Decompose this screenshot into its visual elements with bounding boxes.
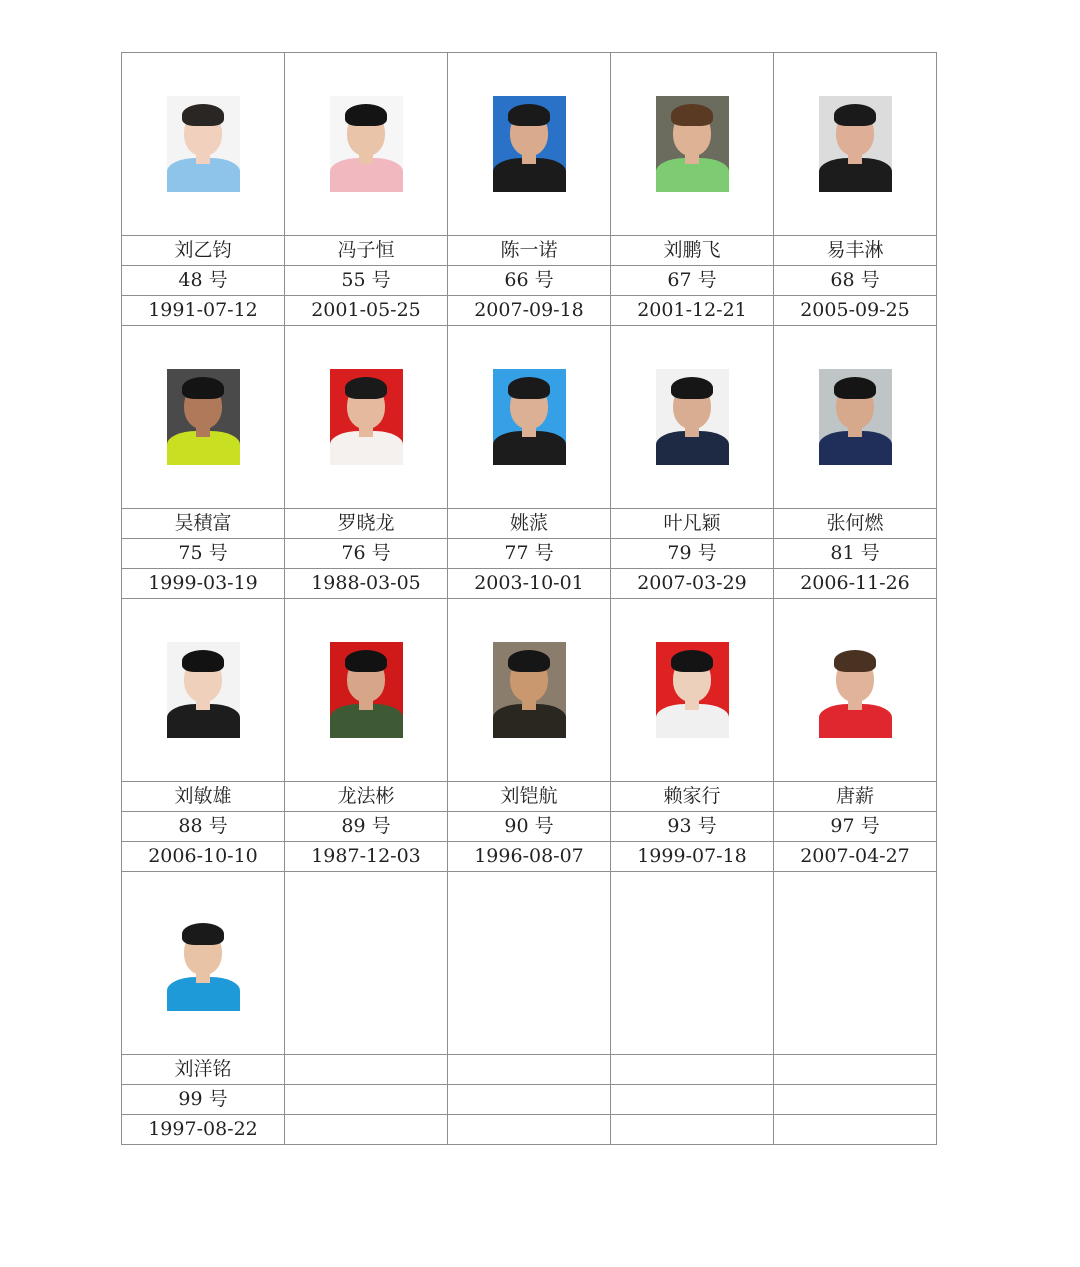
photo-hair [182,377,224,399]
photo-hair [834,104,876,126]
player-roster-table [121,52,937,1145]
empty-cell [611,1055,774,1085]
player-name: 陈一诺 [448,236,611,266]
photo-hair [671,104,713,126]
player-birthdate: 2001-12-21 [611,296,774,326]
player-photo [330,642,403,738]
player-photo [819,642,892,738]
player-birthdate: 1999-03-19 [122,569,285,599]
photo-cell [122,326,285,509]
empty-cell [774,1115,937,1145]
player-birthdate: 2005-09-25 [774,296,937,326]
photo-cell [122,53,285,236]
photo-hair [345,650,387,672]
player-number: 68 号 [774,266,937,296]
player-number: 99 号 [122,1085,285,1115]
player-photo [167,642,240,738]
player-name: 张何燃 [774,509,937,539]
empty-cell [611,1085,774,1115]
player-number: 76 号 [285,539,448,569]
player-name: 冯子恒 [285,236,448,266]
photo-cell [448,599,611,782]
photo-row [122,326,937,509]
photo-cell [448,53,611,236]
player-number: 79 号 [611,539,774,569]
player-number-row [122,539,937,569]
player-number-row [122,1085,937,1115]
empty-cell [611,872,774,1055]
photo-hair [671,377,713,399]
player-number: 66 号 [448,266,611,296]
empty-cell [774,1055,937,1085]
player-birthdate-row [122,296,937,326]
photo-cell [122,599,285,782]
photo-cell [774,599,937,782]
photo-cell [611,53,774,236]
empty-cell [285,1085,448,1115]
player-birthdate: 1987-12-03 [285,842,448,872]
photo-hair [834,377,876,399]
player-number: 93 号 [611,812,774,842]
player-number: 81 号 [774,539,937,569]
player-name: 刘鹏飞 [611,236,774,266]
player-number: 97 号 [774,812,937,842]
photo-row [122,599,937,782]
player-name: 赖家行 [611,782,774,812]
empty-cell [774,1085,937,1115]
photo-hair [182,650,224,672]
photo-hair [508,104,550,126]
photo-hair [834,650,876,672]
player-name: 刘铠航 [448,782,611,812]
player-number-row [122,266,937,296]
player-name: 刘乙钧 [122,236,285,266]
player-photo [819,96,892,192]
photo-row [122,53,937,236]
player-photo [493,369,566,465]
empty-cell [611,1115,774,1145]
player-birthdate: 2003-10-01 [448,569,611,599]
player-photo [656,96,729,192]
photo-cell [611,599,774,782]
player-birthdate: 2007-04-27 [774,842,937,872]
photo-hair [508,377,550,399]
player-birthdate-row [122,1115,937,1145]
player-birthdate-row [122,569,937,599]
player-name: 唐薪 [774,782,937,812]
empty-cell [774,872,937,1055]
photo-hair [182,923,224,945]
photo-hair [345,377,387,399]
player-name: 刘敏雄 [122,782,285,812]
empty-cell [448,1085,611,1115]
photo-hair [345,104,387,126]
player-name: 姚蒎 [448,509,611,539]
player-name: 龙法彬 [285,782,448,812]
player-birthdate: 2007-03-29 [611,569,774,599]
player-name-row [122,782,937,812]
photo-cell [774,53,937,236]
player-name: 叶凡颖 [611,509,774,539]
empty-cell [448,1055,611,1085]
photo-cell [285,53,448,236]
player-name-row [122,236,937,266]
player-photo [656,642,729,738]
player-name: 刘洋铭 [122,1055,285,1085]
player-photo [330,96,403,192]
player-photo [493,642,566,738]
player-name: 罗晓龙 [285,509,448,539]
player-photo [330,369,403,465]
photo-row [122,872,937,1055]
player-birthdate: 2007-09-18 [448,296,611,326]
player-photo [167,915,240,1011]
player-birthdate: 1996-08-07 [448,842,611,872]
player-birthdate: 2006-10-10 [122,842,285,872]
photo-cell [611,326,774,509]
photo-cell [448,326,611,509]
player-number: 48 号 [122,266,285,296]
player-photo [656,369,729,465]
empty-cell [448,1115,611,1145]
photo-hair [508,650,550,672]
empty-cell [285,1055,448,1085]
player-birthdate-row [122,842,937,872]
player-photo [167,369,240,465]
player-birthdate: 1999-07-18 [611,842,774,872]
player-birthdate: 1991-07-12 [122,296,285,326]
player-number-row [122,812,937,842]
photo-cell [774,326,937,509]
player-birthdate: 2006-11-26 [774,569,937,599]
empty-cell [285,872,448,1055]
player-name-row [122,509,937,539]
photo-hair [671,650,713,672]
empty-cell [448,872,611,1055]
player-number: 55 号 [285,266,448,296]
player-name: 吴積富 [122,509,285,539]
player-number: 89 号 [285,812,448,842]
player-birthdate: 1988-03-05 [285,569,448,599]
photo-hair [182,104,224,126]
player-number: 77 号 [448,539,611,569]
player-birthdate: 1997-08-22 [122,1115,285,1145]
player-number: 75 号 [122,539,285,569]
player-name-row [122,1055,937,1085]
player-photo [819,369,892,465]
photo-cell [285,326,448,509]
player-number: 88 号 [122,812,285,842]
player-birthdate: 2001-05-25 [285,296,448,326]
photo-cell [122,872,285,1055]
player-photo [493,96,566,192]
player-number: 67 号 [611,266,774,296]
player-number: 90 号 [448,812,611,842]
empty-cell [285,1115,448,1145]
photo-cell [285,599,448,782]
player-photo [167,96,240,192]
player-name: 易丰淋 [774,236,937,266]
